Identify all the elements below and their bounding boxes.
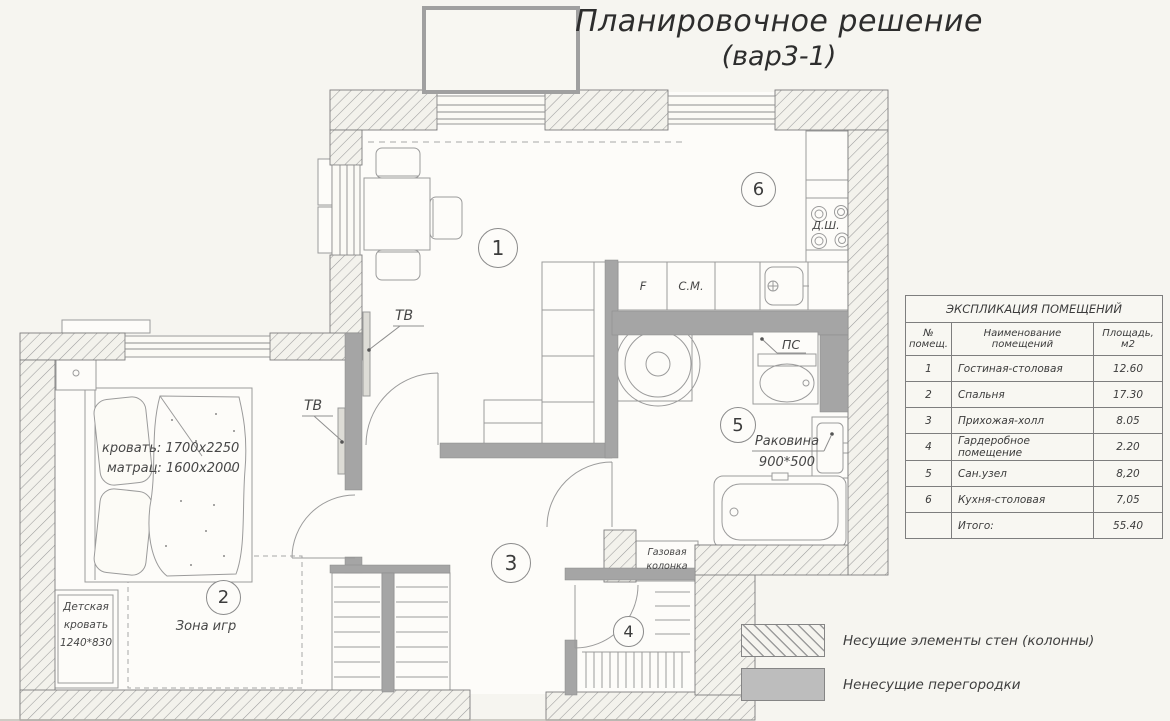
legend-label-partitions: Ненесущие перегородки xyxy=(843,676,1021,693)
table-title: ЭКСПЛИКАЦИЯ ПОМЕЩЕНИЙ xyxy=(906,296,1163,323)
crib-label-2: кровать xyxy=(63,619,109,631)
room-name: Прихожая-холл xyxy=(951,408,1093,434)
table-row xyxy=(906,434,1163,461)
gas-heater-label-2: колонка xyxy=(646,561,688,572)
room-explication-table xyxy=(905,295,1163,539)
nightstand xyxy=(56,356,96,390)
room-marker-6: 6 xyxy=(741,172,776,207)
room-marker-2: 2 xyxy=(206,580,241,615)
crib-label-3: 1240*830 xyxy=(59,637,112,649)
sink-label: Раковина xyxy=(754,434,820,449)
tv-panel-living xyxy=(363,312,370,396)
room-name: Кухня-столовая xyxy=(951,487,1093,513)
total-value: 55.40 xyxy=(1093,513,1162,539)
room-marker-3: 3 xyxy=(491,543,531,583)
room-num: 4 xyxy=(906,434,952,461)
bed-size-label: кровать: 1700x2250 xyxy=(102,441,240,456)
drawing-title xyxy=(553,4,1005,72)
room-area: 7,05 xyxy=(1093,487,1162,513)
room-name: Гардеробное помещение xyxy=(951,434,1093,461)
radiator xyxy=(62,320,150,333)
table-row xyxy=(906,487,1163,513)
crib-label-1: Детская xyxy=(63,601,109,613)
table-row xyxy=(906,356,1163,382)
room-marker-5: 5 xyxy=(720,407,756,443)
bathtub xyxy=(714,473,846,548)
gas-heater-label-1: Газовая xyxy=(647,547,687,558)
legend-label-load-bearing: Несущие элементы стен (колонны) xyxy=(843,632,1095,649)
legend-item-load-bearing xyxy=(741,624,1094,657)
room-num: 5 xyxy=(906,461,952,487)
table-row xyxy=(906,408,1163,434)
solid-wall-swatch xyxy=(741,668,825,701)
legend-item-partitions xyxy=(741,668,1094,701)
bed xyxy=(85,388,252,582)
radiator xyxy=(318,159,332,205)
room-name: Спальня xyxy=(951,382,1093,408)
table-row xyxy=(906,382,1163,408)
col-header-num: № помещ. xyxy=(906,323,952,356)
mattress-size-label: матрац: 1600x2000 xyxy=(107,461,240,476)
room-num: 3 xyxy=(906,408,952,434)
title-line1: Планировочное решение xyxy=(575,4,983,39)
sink-size-label: 900*500 xyxy=(758,455,816,470)
tv-label-bedroom: ТВ xyxy=(304,398,323,414)
radiator xyxy=(318,207,332,253)
washing-machine-label: С.М. xyxy=(678,279,704,293)
hatched-wall-swatch xyxy=(741,624,825,657)
legend xyxy=(741,624,1094,701)
kitchen-counter-column xyxy=(806,131,849,262)
room-marker-4: 4 xyxy=(613,616,644,647)
play-zone-label: Зона игр xyxy=(175,619,237,634)
tv-label-living: ТВ xyxy=(395,308,414,324)
title-line2: (вар3-1) xyxy=(721,41,837,72)
oven-label: Д.Ш. xyxy=(812,219,840,232)
table-total-row xyxy=(906,513,1163,539)
room-name: Гостиная-столовая xyxy=(951,356,1093,382)
room-name: Сан.узел xyxy=(951,461,1093,487)
room-marker-1: 1 xyxy=(478,228,518,268)
fridge-label: F xyxy=(639,279,647,293)
room-num: 2 xyxy=(906,382,952,408)
towel-rail-label: ПС xyxy=(782,337,801,352)
room-area: 8,20 xyxy=(1093,461,1162,487)
room-num: 6 xyxy=(906,487,952,513)
room-area: 12.60 xyxy=(1093,356,1162,382)
total-label: Итого: xyxy=(951,513,1093,539)
room-area: 17.30 xyxy=(1093,382,1162,408)
col-header-name: Наименование помещений xyxy=(951,323,1093,356)
room-area: 8.05 xyxy=(1093,408,1162,434)
room-area: 2.20 xyxy=(1093,434,1162,461)
col-header-area: Площадь, м2 xyxy=(1093,323,1162,356)
room-num: 1 xyxy=(906,356,952,382)
table-row xyxy=(906,461,1163,487)
